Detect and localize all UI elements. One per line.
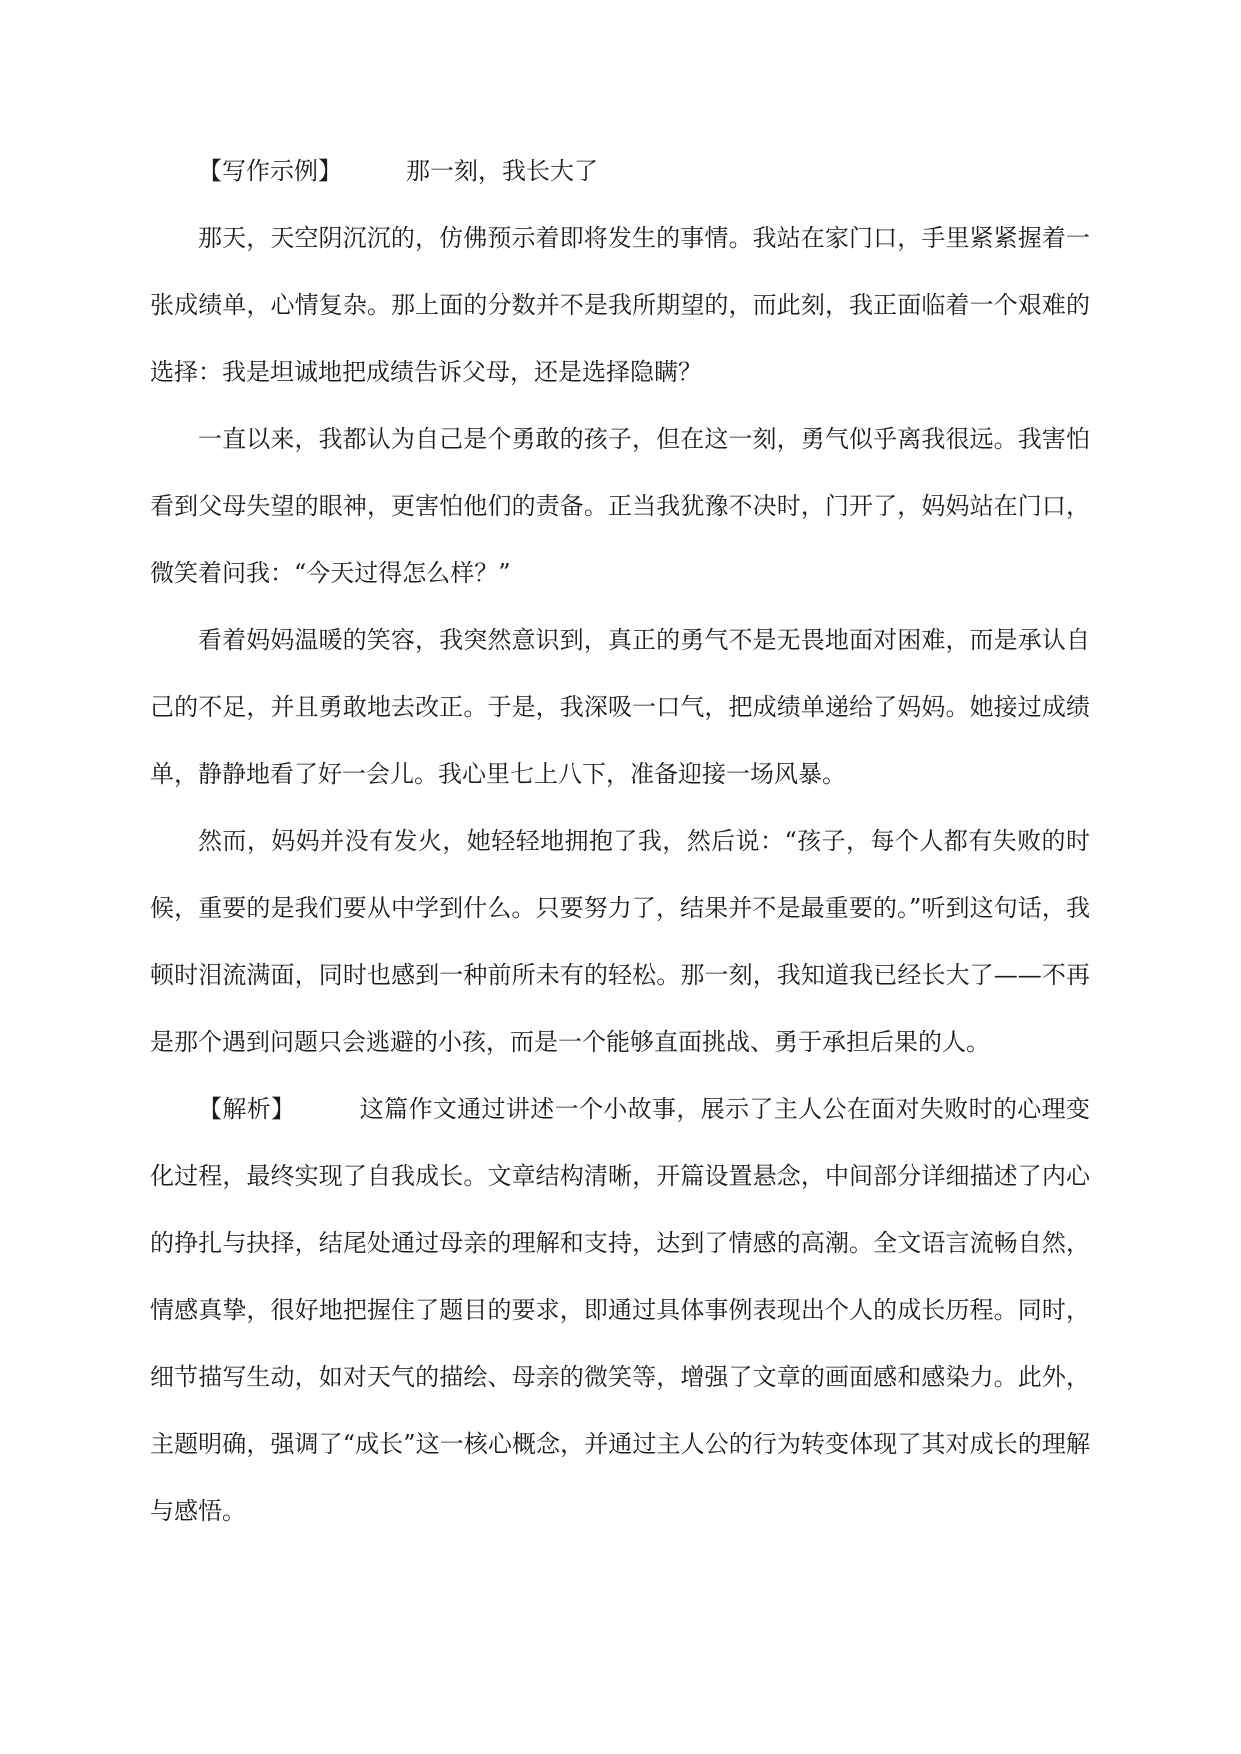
example-tag: 【写作示例】 xyxy=(198,157,342,185)
example-heading xyxy=(150,138,1090,205)
analysis-paragraph xyxy=(150,1076,1090,1545)
document-page xyxy=(150,138,1090,1545)
essay-paragraph-3: 看着妈妈温暖的笑容，我突然意识到，真正的勇气不是无畏地面对困难，而是承认自己的不足，并且勇敢地去改正。于是，我深吸一口气，把成绩单递给了妈妈。她接过成绩单，静静地看了好一会儿。我心里七上八下，准备迎接一场风暴。 xyxy=(150,626,1090,788)
analysis-tag: 【解析】 xyxy=(198,1095,296,1123)
analysis-text: 这篇作文通过讲述一个小故事，展示了主人公在面对失败时的心理变化过程，最终实现了自我成长。文章结构清晰，开篇设置悬念，中间部分详细描述了内心的挣扎与抉择，结尾处通过母亲的理解和支持，达到了情感的高潮。全文语言流畅自然，情感真挚，很好地把握住了题目的要求，即通过具体事例表现出个人的成长历程。同时，细节描写生动，如对天气的描绘、母亲的微笑等，增强了文章的画面感和感染力。此外，主题明确，强调了“成长”这一核心概念，并通过主人公的行为转变体现了其对成长的理解与感悟。 xyxy=(150,1095,1091,1525)
essay-paragraph-2: 一直以来，我都认为自己是个勇敢的孩子，但在这一刻，勇气似乎离我很远。我害怕看到父母失望的眼神，更害怕他们的责备。正当我犹豫不决时，门开了，妈妈站在门口，微笑着问我：“今天过得怎么样？” xyxy=(150,425,1090,587)
example-title: 那一刻，我长大了 xyxy=(406,157,598,185)
essay-paragraph-4: 然而，妈妈并没有发火，她轻轻地拥抱了我，然后说：“孩子，每个人都有失败的时候，重要的是我们要从中学到什么。只要努力了，结果并不是最重要的。”听到这句话，我顿时泪流满面，同时也感到一种前所未有的轻松。那一刻，我知道我已经长大了——不再是那个遇到问题只会逃避的小孩，而是一个能够直面挑战、勇于承担后果的人。 xyxy=(150,827,1090,1056)
essay-paragraph-1: 那天，天空阴沉沉的，仿佛预示着即将发生的事情。我站在家门口，手里紧紧握着一张成绩单，心情复杂。那上面的分数并不是我所期望的，而此刻，我正面临着一个艰难的选择：我是坦诚地把成绩告诉父母，还是选择隐瞒？ xyxy=(150,224,1090,386)
